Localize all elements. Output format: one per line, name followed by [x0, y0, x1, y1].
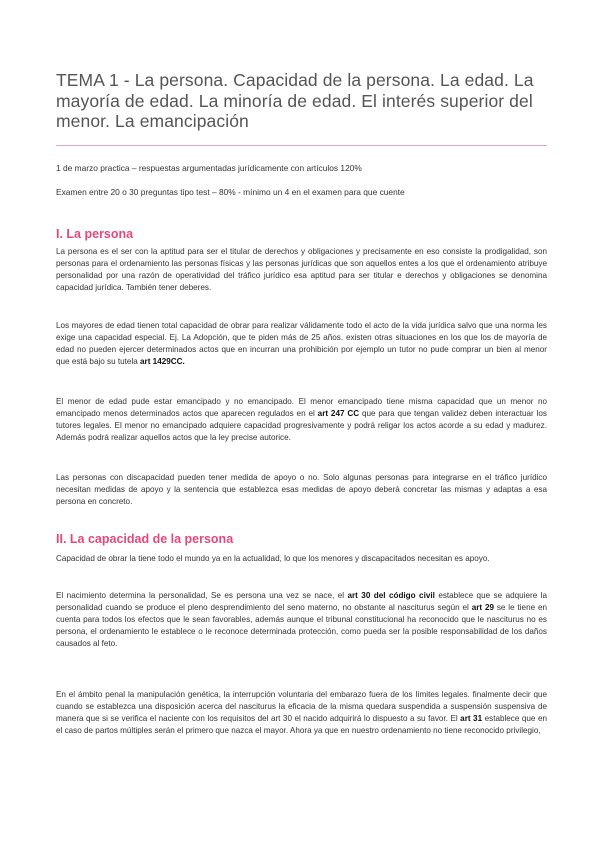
paragraph-text: establece que en el caso de partos múltiples serán el primero que nazca el mayor. Ahora ya que en nuestro ordenamiento no tiene reconocido privilegio,	[56, 714, 547, 736]
meta-line-exam: Examen entre 20 o 30 preguntas tipo test – 80% - mínimo un 4 en el examen para que cuente	[56, 187, 405, 197]
paragraph-text: Capacidad de obrar la tiene todo el mundo ya en la actualidad, lo que los menores y discapacitados necesitan es apoyo.	[56, 554, 490, 563]
legal-reference: art 31	[460, 714, 483, 724]
paragraph	[56, 689, 547, 737]
paragraph	[56, 553, 547, 565]
paragraph	[56, 396, 547, 444]
section-heading-capacidad: II. La capacidad de la persona	[56, 532, 234, 546]
legal-reference: art 30 del código civil	[347, 591, 435, 600]
paragraph-text: El nacimiento determina la personalidad, Se es persona una vez se nace, el	[56, 591, 348, 600]
paragraph-text: que para que tengan validez deben interactuar los tutores legales. El menor no emancipado adquiere capacidad progresivamente y podrá religar los actos acorde a su edad y madurez. Además podrá realizar aquellos actos que la ley precise autorice.	[56, 409, 547, 443]
paragraph-text: Las personas con discapacidad pueden tener medida de apoyo o no. Solo algunas personas para integrarse en el tráfico jurídico necesitan medidas de apoyo y la sentencia que establezca esas medidas de apoyo deberá concretar las mismas y adaptas a esa persona en concreto.	[56, 473, 547, 507]
title-divider	[56, 145, 547, 146]
meta-line-practice: 1 de marzo practica – respuestas argumentadas jurídicamente con artículos 120%	[56, 163, 362, 173]
paragraph	[56, 320, 547, 368]
section-heading-persona: I. La persona	[56, 227, 134, 241]
paragraph-text: La persona es el ser con la aptitud para ser el titular de derechos y obligaciones y precisamente en eso consiste la prodigalidad, son personas para el ordenamiento las personas físicas y las personas jurídicas que son aquellos entes a los que el ordenamiento atribuye personalidad por una razón de operatividad del tráfico jurídico esa aptitud para ser titular e derechos y obligaciones se denomina capacidad jurídica. También tener deberes.	[56, 247, 547, 293]
paragraph-text: establece que se adquiere la personalidad cuando se produce el pleno desprendimiento del seno materno, no obstante al nasciturus según el	[56, 591, 547, 613]
legal-reference: art 29	[471, 603, 494, 613]
paragraph	[56, 472, 547, 508]
paragraph-text: El menor de edad pude estar emancipado y no emancipado. El menor emancipado tiene misma capacidad que un menor no emancipado menos determinados actos que aparecen regulados en el	[56, 397, 547, 419]
paragraph	[56, 590, 547, 650]
legal-reference: art 247 CC	[317, 409, 360, 419]
legal-reference: art 1429CC.	[140, 357, 185, 367]
paragraph-text: se le tiene en cuenta para todos los efectos que le sean favorables, además aunque el tribunal constitucional ha reconocido que le nasciturus no es persona, el ordenamiento le establece o le reconoce determinada protección, como pueda ser la posible responsabilidad de los daños causados al feto.	[56, 603, 547, 649]
page-title: TEMA 1 - La persona. Capacidad de la persona. La edad. La mayoría de edad. La minoría de edad. El interés superior del menor. La emancipación	[56, 70, 534, 131]
paragraph	[56, 246, 547, 294]
paragraph-text: En el ámbito penal la manipulación genética, la interrupción voluntaria del embarazo fuera de los límites legales. finalmente decir que cuando se establezca una disposición acerca del nasciturus la eficacia de la misma quedara suspendida a suspensión suspensiva de manera que si se verifica el naciente con los requisitos del art 30 el nacido adquirirá lo dispuesto a su favor. El	[56, 690, 547, 724]
paragraph-text: Los mayores de edad tienen total capacidad de obrar para realizar válidamente todo el acto de la vida jurídica salvo que una norma les exige una capacidad especial. Ej. La Adopción, que te piden más de 25 años. existen otras situaciones en los que los de mayoría de edad no pueden ejercer determinados actos que en incurran una prohibición por ejemplo un tutor no pude comprar un bien al menor que está bajo su tutela	[56, 321, 547, 367]
